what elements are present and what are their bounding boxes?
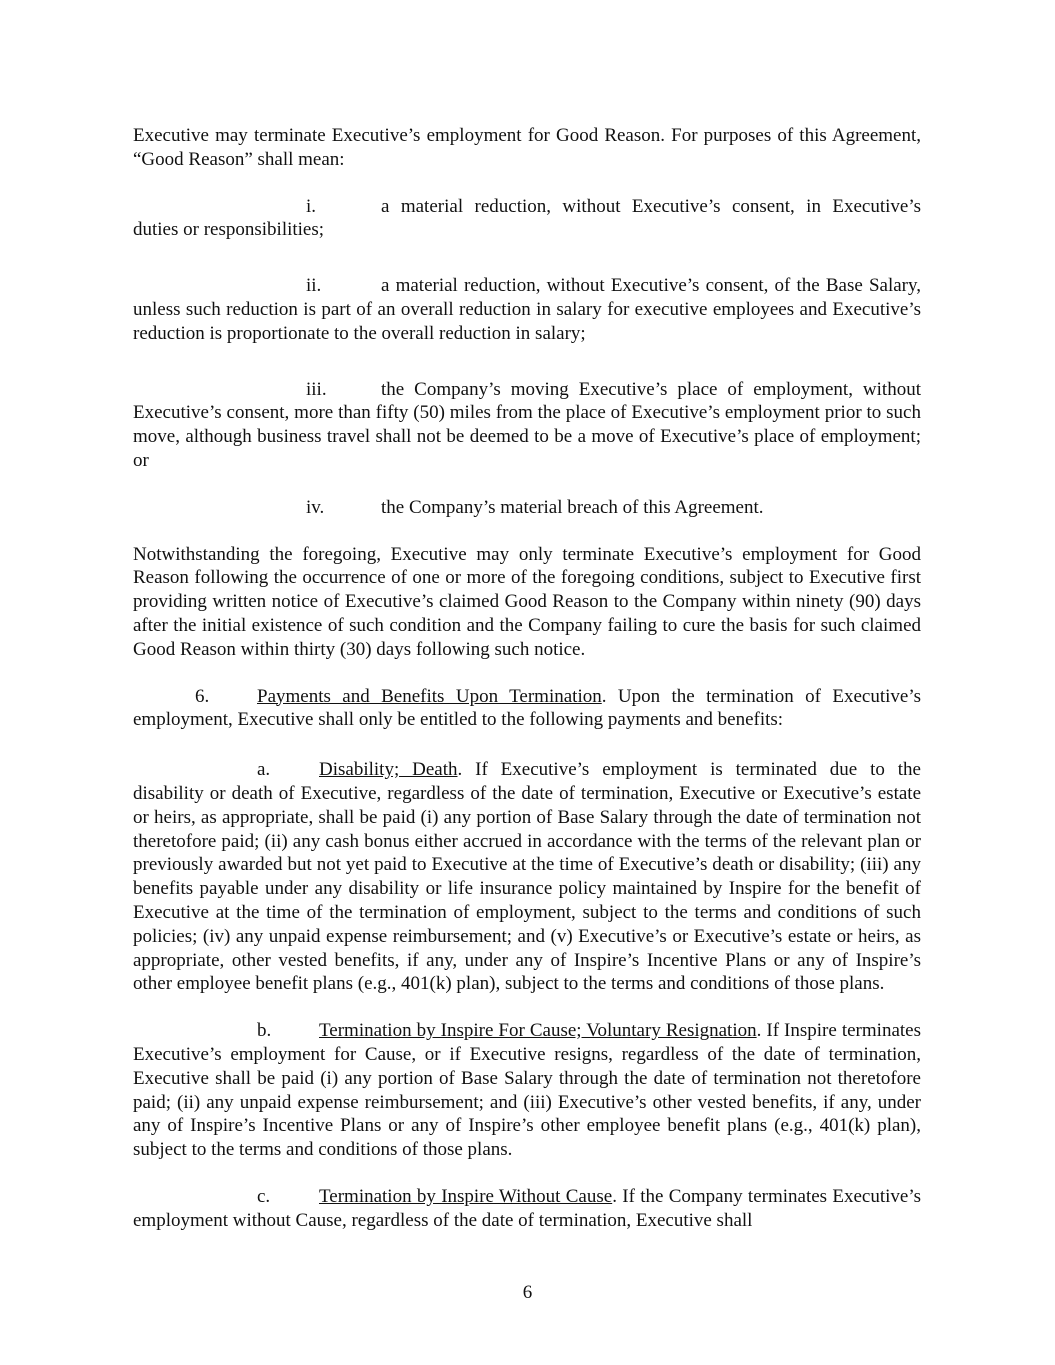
good-reason-item-iv: [133, 496, 921, 520]
good-reason-item-i: [133, 195, 921, 243]
subsection-number: a.: [257, 759, 271, 781]
subsection-heading: Termination by Inspire For Cause; Voluntary Resignation: [319, 1020, 757, 1042]
item-number: i.: [306, 195, 317, 217]
subsection-text: . If Inspire terminates Executive’s employment for Cause, or if Executive resigns, regardless of the date of termination, Executive shall be paid (i) any portion of Base Salary through the date of termination not theretofore paid; (ii) any unpaid expense reimbursement; and (iii) Executive’s other vested benefits, if any, under any of Inspire’s Incentive Plans or any of Inspire’s other employee benefit plans (e.g., 401(k) plan), subject to the terms and conditions of those plans.: [133, 1020, 921, 1161]
document-page: [133, 124, 921, 1232]
notwithstanding-paragraph: Notwithstanding the foregoing, Executive may only terminate Executive’s employment for Good Reason following the occurrence of one or more of the foregoing conditions, subject to Executive first providing written notice of Executive’s claimed Good Reason to the Company within ninety (90) days after the initial existence of such condition and the Company failing to cure the basis for such claimed Good Reason within thirty (30) days following such notice.: [133, 543, 921, 660]
subsection-text: . If Executive’s employment is terminated due to the disability or death of Executive, regardless of the date of termination, Executive or Executive’s estate or heirs, as appropriate, shall be paid (i) any portion of Base Salary through the date of termination not theretofore paid; (ii) any cash bonus either accrued in accordance with the terms of the relevant plan or previously awarded but not yet paid to Executive at the time of Executive’s death or disability; (iii) any benefits payable under any disability or life insurance policy maintained by Inspire for the benefit of Executive at the time of the termination of employment, subject to the terms and conditions of such policies; (iv) any unpaid expense reimbursement; and (v) Executive’s or Executive’s estate or heirs, as appropriate, other vested benefits, if any, under any of Inspire’s Incentive Plans or any of Inspire’s other employee benefit plans (e.g., 401(k) plan), subject to the terms and conditions of those plans.: [133, 759, 921, 995]
item-number: iii.: [306, 378, 327, 400]
subsection-number: b.: [257, 1020, 272, 1042]
item-number: ii.: [306, 275, 322, 297]
item-number: iv.: [306, 496, 325, 518]
item-text: the Company’s material breach of this Agreement.: [381, 496, 764, 518]
page-number: 6: [522, 1282, 533, 1303]
subsection-heading: Termination by Inspire Without Cause: [319, 1185, 613, 1207]
item-text: the Company’s moving Executive’s place of employment, without Executive’s consent, more than fifty (50) miles from the place of Executive’s employment prior to such move, although business travel shall not be deemed to be a move of Executive’s place of employment; or: [133, 378, 921, 471]
good-reason-item-ii: [133, 274, 921, 345]
intro-paragraph: Executive may terminate Executive’s employment for Good Reason. For purposes of this Agreement, “Good Reason” shall mean:: [133, 125, 921, 170]
section-number: 6.: [195, 685, 210, 707]
good-reason-item-iii: [133, 378, 921, 473]
subsection-a: [133, 758, 921, 996]
subsection-text: . If the Company terminates Executive’s employment without Cause, regardless of the date of termination, Executive shall: [133, 1185, 921, 1231]
subsection-number: c.: [257, 1185, 271, 1207]
section-text: . Upon the termination of Executive’s employment, Executive shall only be entitled to the following payments and benefits:: [133, 685, 921, 731]
item-text: a material reduction, without Executive’s consent, of the Base Salary, unless such reduction is part of an overall reduction in salary for executive employees and Executive’s reduction is proportionate to the overall reduction in salary;: [133, 275, 921, 344]
subsection-heading: Disability; Death: [319, 759, 458, 781]
subsection-b: [133, 1019, 921, 1162]
item-text: a material reduction, without Executive’s consent, in Executive’s duties or responsibilities;: [133, 195, 921, 241]
section-6-paragraph: [133, 685, 921, 733]
subsection-c: [133, 1185, 921, 1233]
section-heading: Payments and Benefits Upon Termination: [257, 685, 602, 707]
